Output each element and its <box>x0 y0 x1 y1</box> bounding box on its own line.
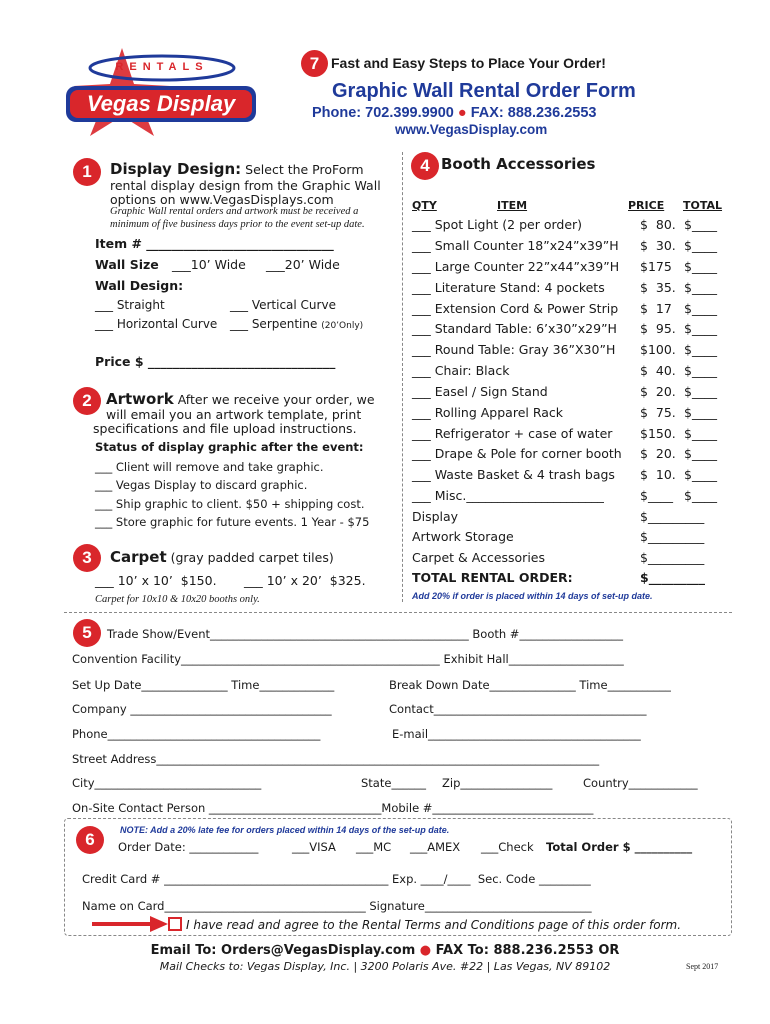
section4-heading: Booth Accessories <box>441 155 596 173</box>
contact-field[interactable]: Contact_____________________________________ <box>389 702 647 716</box>
accessory-total: $____ <box>684 301 717 316</box>
phone-fax-line <box>312 105 596 121</box>
col-item: ITEM <box>497 199 528 212</box>
horizontal-curve-option[interactable]: ___ Horizontal Curve <box>95 317 218 331</box>
accessory-price: $ 30. <box>640 238 676 253</box>
section3-sub: (gray padded carpet tiles) <box>170 550 334 565</box>
accessory-price: $ 20. <box>640 384 676 399</box>
accessory-row[interactable] <box>412 467 730 482</box>
straight-option[interactable]: ___ Straight <box>95 298 165 312</box>
summary-value: $_________ <box>640 529 705 544</box>
status-option[interactable]: ___ Ship graphic to client. $50 + shipping cost. <box>95 497 365 511</box>
footer-fax: FAX To: 888.236.2553 OR <box>435 943 620 958</box>
setup-date-field[interactable]: Set Up Date_______________ Time_____________ <box>72 678 335 692</box>
step-6-badge: 6 <box>76 826 104 854</box>
section2-heading: Artwork <box>106 390 174 408</box>
phone-field[interactable]: Phone_____________________________________ <box>72 727 321 741</box>
total-rental-value: $_________ <box>640 570 705 585</box>
accessory-total: $____ <box>684 488 717 503</box>
status-heading: Status of display graphic after the event: <box>95 440 364 454</box>
accessory-row[interactable] <box>412 321 730 336</box>
step-1-badge: 1 <box>73 158 101 186</box>
summary-row[interactable] <box>412 509 730 524</box>
wall-design-label: Wall Design: <box>95 278 184 293</box>
summary-row[interactable] <box>412 550 730 565</box>
accessory-name: ___ Large Counter 22”x44”x39”H <box>412 259 620 274</box>
wall-size-10-option[interactable]: ___10’ Wide <box>172 257 246 272</box>
accessory-name: ___ Standard Table: 6’x30”x29”H <box>412 321 617 336</box>
footer-email: Email To: Orders@VegasDisplay.com <box>150 943 416 958</box>
street-address-field[interactable]: Street Address_____________________________________________________________________________ <box>72 752 600 766</box>
accessory-total: $____ <box>684 384 717 399</box>
accessory-row[interactable] <box>412 259 730 274</box>
accessory-name: ___ Refrigerator + case of water <box>412 426 613 441</box>
checkbox-box[interactable] <box>168 917 182 931</box>
section1-intro-text: Select the ProForm <box>245 162 364 177</box>
onsite-contact-field[interactable]: On-Site Contact Person ______________________________Mobile #____________________________ <box>72 801 594 815</box>
section5-border <box>64 612 732 613</box>
accessory-name: ___ Small Counter 18”x24”x39”H <box>412 238 619 253</box>
section2-line1: After we receive your order, we <box>177 392 375 407</box>
summary-value: $_________ <box>640 550 705 565</box>
serpentine-label: ___ Serpentine <box>230 317 318 331</box>
accessory-name: ___ Misc.______________________ <box>412 488 604 503</box>
accessory-row[interactable] <box>412 342 730 357</box>
carpet-10x10-option[interactable]: ___ 10’ x 10’ $150. <box>95 573 217 588</box>
accessory-total: $____ <box>684 446 717 461</box>
total-rental-label: TOTAL RENTAL ORDER: <box>412 570 573 585</box>
footer-date: Sept 2017 <box>686 962 719 971</box>
section1-line2: rental display design from the Graphic Wall <box>110 178 381 193</box>
step-5-badge: 5 <box>73 619 101 647</box>
section1-note1: Graphic Wall rental orders and artwork must be received a <box>110 206 359 217</box>
section2-line2: will email you an artwork template, print <box>106 407 362 422</box>
accessory-row[interactable] <box>412 238 730 253</box>
accessory-name: ___ Rolling Apparel Rack <box>412 405 564 420</box>
accessory-row[interactable] <box>412 488 730 503</box>
order-date-field[interactable]: Order Date: ____________ <box>118 840 259 854</box>
logo-brand: Vegas Display <box>86 91 236 116</box>
step-3-badge: 3 <box>73 544 101 572</box>
section3-heading: Carpet <box>110 548 167 566</box>
country-field[interactable]: Country____________ <box>583 776 698 790</box>
accessory-row[interactable] <box>412 301 730 316</box>
agree-text: I have read and agree to the Rental Terms and Conditions page of this order form. <box>186 918 682 932</box>
accessory-price: $ 17 <box>640 301 672 316</box>
footer-mail: Mail Checks to: Vegas Display, Inc. | 3200 Polaris Ave. #22 | Las Vegas, NV 89102 <box>159 960 611 973</box>
status-option[interactable]: ___ Store graphic for future events. 1 Year - $75 <box>95 515 370 529</box>
bullet-icon: ● <box>457 105 467 121</box>
section1-heading: Display Design: <box>110 160 242 178</box>
step-4-badge: 4 <box>411 152 439 180</box>
accessory-total: $____ <box>684 342 717 357</box>
serpentine-option[interactable] <box>230 317 363 331</box>
total-rental-row[interactable] <box>412 570 730 585</box>
section3-heading-line <box>110 548 334 566</box>
form-title: Graphic Wall Rental Order Form <box>332 80 636 102</box>
check-option[interactable]: ___Check <box>481 840 534 854</box>
accessory-name: ___ Literature Stand: 4 pockets <box>412 280 605 295</box>
accessory-row[interactable] <box>412 426 730 441</box>
header-fax: FAX: 888.236.2553 <box>470 105 597 121</box>
accessory-price: $ 80. <box>640 217 676 232</box>
trade-show-field[interactable]: Trade Show/Event_____________________________________________ Booth #__________________ <box>107 627 623 641</box>
accessory-row[interactable] <box>412 280 730 295</box>
col-total: TOTAL <box>683 199 723 212</box>
col-price: PRICE <box>628 199 665 212</box>
wall-size-label: Wall Size <box>95 257 159 272</box>
accessory-price: $____ <box>640 488 673 503</box>
summary-label: Carpet & Accessories <box>412 550 546 565</box>
credit-card-field[interactable]: Credit Card # _______________________________________ Exp. ____/____ Sec. Code _________ <box>82 872 591 886</box>
accessory-price: $ 10. <box>640 467 676 482</box>
zip-field[interactable]: Zip________________ <box>442 776 553 790</box>
state-field[interactable]: State______ <box>361 776 426 790</box>
arrow-icon <box>92 916 168 932</box>
summary-label: Display <box>412 509 459 524</box>
accessory-total: $____ <box>684 238 717 253</box>
mc-option[interactable]: ___MC <box>356 840 392 854</box>
vertical-curve-option[interactable]: ___ Vertical Curve <box>230 298 336 312</box>
accessory-row[interactable] <box>412 363 730 378</box>
total-order-field[interactable]: Total Order $ __________ <box>546 840 693 854</box>
accessory-name: ___ Spot Light (2 per order) <box>412 217 583 232</box>
carpet-note: Carpet for 10x10 & 10x20 booths only. <box>95 594 260 605</box>
accessory-total: $____ <box>684 321 717 336</box>
accessory-price: $ 20. <box>640 446 676 461</box>
item-number-field[interactable]: Item # ______________________________ <box>95 236 334 251</box>
header-phone: Phone: 702.399.9900 <box>312 105 454 121</box>
section2-intro <box>106 390 375 408</box>
late-fee-note: NOTE: Add a 20% late fee for orders placed within 14 days of the set-up date. <box>120 825 450 835</box>
breakdown-date-field[interactable]: Break Down Date_______________ Time___________ <box>389 678 671 692</box>
section2-line3: specifications and file upload instructions. <box>93 421 357 436</box>
step-2-badge: 2 <box>73 387 101 415</box>
accessory-row[interactable] <box>412 384 730 399</box>
price-field[interactable]: Price $ ______________________________ <box>95 354 336 369</box>
website-link[interactable]: www.VegasDisplay.com <box>395 122 548 137</box>
accessory-name: ___ Extension Cord & Power Strip <box>412 301 619 316</box>
accessory-total: $____ <box>684 280 717 295</box>
accessory-name: ___ Drape & Pole for corner booth <box>412 446 622 461</box>
accessory-total: $____ <box>684 363 717 378</box>
serpentine-note: (20’Only) <box>321 321 364 331</box>
status-option[interactable]: ___ Vegas Display to discard graphic. <box>95 478 308 492</box>
status-option[interactable]: ___ Client will remove and take graphic. <box>95 460 324 474</box>
company-field[interactable]: Company ___________________________________ <box>72 702 332 716</box>
wall-size-20-option[interactable]: ___20’ Wide <box>266 257 340 272</box>
col-qty: QTY <box>412 199 437 212</box>
accessory-price: $150. <box>640 426 676 441</box>
summary-value: $_________ <box>640 509 705 524</box>
footer-contact-line <box>0 943 770 958</box>
section4-note: Add 20% if order is placed within 14 days of set-up date. <box>412 591 653 601</box>
section1-intro <box>110 160 364 178</box>
accessory-total: $____ <box>684 217 717 232</box>
accessory-total: $____ <box>684 426 717 441</box>
accessory-price: $ 95. <box>640 321 676 336</box>
accessory-name: ___ Chair: Black <box>412 363 510 378</box>
accessory-name: ___ Waste Basket & 4 trash bags <box>412 467 615 482</box>
name-on-card-field[interactable]: Name on Card___________________________________ Signature_____________________________ <box>82 899 592 913</box>
logo-top-text: RENTALS <box>115 61 209 73</box>
summary-label: Artwork Storage <box>412 529 514 544</box>
visa-option[interactable]: ___VISA <box>292 840 336 854</box>
accessory-name: ___ Round Table: Gray 36”X30”H <box>412 342 616 357</box>
accessory-row[interactable] <box>412 405 730 420</box>
section4-divider <box>402 152 403 602</box>
email-field[interactable]: E-mail_____________________________________ <box>392 727 641 741</box>
accessory-total: $____ <box>684 405 717 420</box>
logo <box>62 46 262 136</box>
accessory-price: $100. <box>640 342 676 357</box>
step-7-badge: 7 <box>301 50 328 77</box>
accessory-name: ___ Easel / Sign Stand <box>412 384 548 399</box>
convention-facility-field[interactable]: Convention Facility_____________________________________________ Exhibit Hall____________________ <box>72 652 624 666</box>
accessory-price: $ 35. <box>640 280 676 295</box>
accessory-total: $____ <box>684 259 717 274</box>
carpet-10x20-option[interactable]: ___ 10’ x 20’ $325. <box>244 573 366 588</box>
agree-checkbox[interactable] <box>168 917 182 932</box>
accessory-price: $ 75. <box>640 405 676 420</box>
summary-row[interactable] <box>412 529 730 544</box>
accessory-row[interactable] <box>412 217 730 232</box>
accessory-row[interactable] <box>412 446 730 461</box>
amex-option[interactable]: ___AMEX <box>410 840 461 854</box>
section1-line3: options on www.VegasDisplays.com <box>110 192 334 207</box>
bullet-icon: ● <box>419 943 432 958</box>
section1-note2: minimum of five business days prior to the event set-up date. <box>110 219 365 230</box>
accessory-total: $____ <box>684 467 717 482</box>
city-field[interactable]: City_____________________________ <box>72 776 262 790</box>
steps-text: Fast and Easy Steps to Place Your Order! <box>331 55 606 71</box>
accessory-price: $ 40. <box>640 363 676 378</box>
accessory-price: $175 <box>640 259 672 274</box>
